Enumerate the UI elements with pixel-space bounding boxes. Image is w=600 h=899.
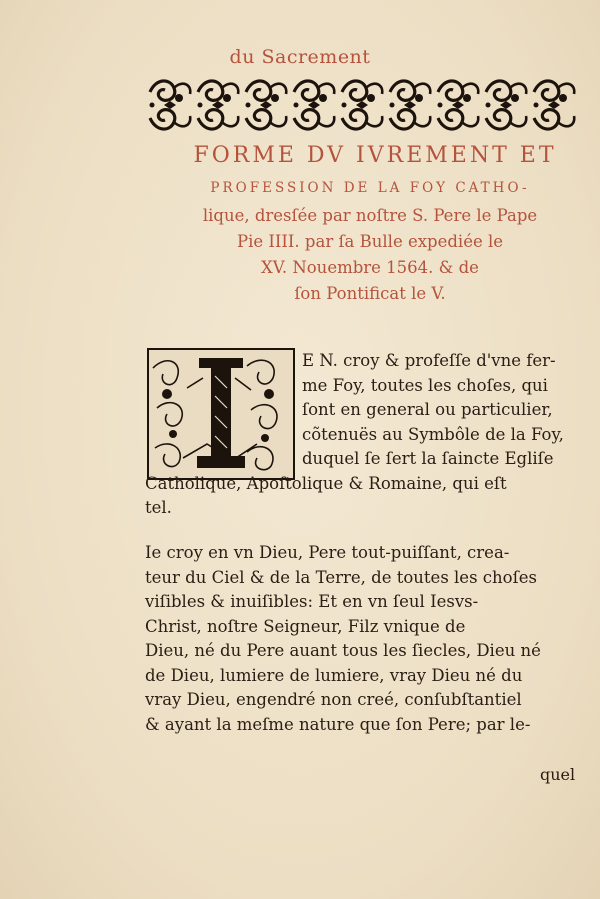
text-line: teur du Ciel & de la Terre, de toutes les choſes: [145, 567, 537, 587]
title-line: XV. Nouembre 1564. & de: [261, 258, 479, 277]
text-line: vray Dieu, engendré non creé, conſubſtantiel: [145, 690, 522, 709]
ornamental-band: [146, 76, 590, 134]
title-main: FORME DV IVREMENT ET: [193, 143, 557, 168]
text-line: cõtenuës au Symbôle de la Foy,: [302, 424, 564, 444]
text-line: Christ, noſtre Seigneur, Filz vnique de: [145, 616, 466, 636]
text-line: me Foy, toutes les choſes, qui: [302, 375, 548, 395]
catchword: quel: [540, 765, 576, 784]
text-line: ſont en general ou particulier,: [302, 400, 553, 419]
title-line: Pie IIII. par ſa Bulle expediée le: [236, 232, 504, 251]
profession-paragraph: [145, 349, 600, 521]
text-line: E N. croy & profeſſe d'vne fer-: [302, 351, 556, 370]
text-line: & ayant la meſme nature que ſon Pere; par le-: [145, 714, 531, 734]
text-line: duquel ſe ſert la ſaincte Egliſe: [302, 449, 554, 468]
text-line: Dieu, né du Pere auant tous les ſiecles, Dieu né: [145, 641, 541, 660]
running-head: du Sacrement: [229, 46, 371, 68]
text-line: Catholique, Apoſtolique & Romaine, qui eſt: [145, 473, 507, 493]
text-line: tel.: [145, 498, 172, 517]
title-line: PROFESSION DE LA FOY CATHO-: [210, 180, 530, 196]
title-line: lique, dresſée par noſtre S. Pere le Pape: [202, 206, 538, 225]
title-line: ſon Pontificat le V.: [294, 284, 446, 303]
creed-paragraph: [145, 541, 600, 737]
text-line: viſibles & inuiſibles: Et en vn ſeul Iesvs-: [145, 592, 479, 611]
text-line: de Dieu, lumiere de lumiere, vray Dieu né du: [145, 665, 523, 685]
text-line: Ie croy en vn Dieu, Pere tout-puiſſant, crea-: [145, 543, 510, 562]
